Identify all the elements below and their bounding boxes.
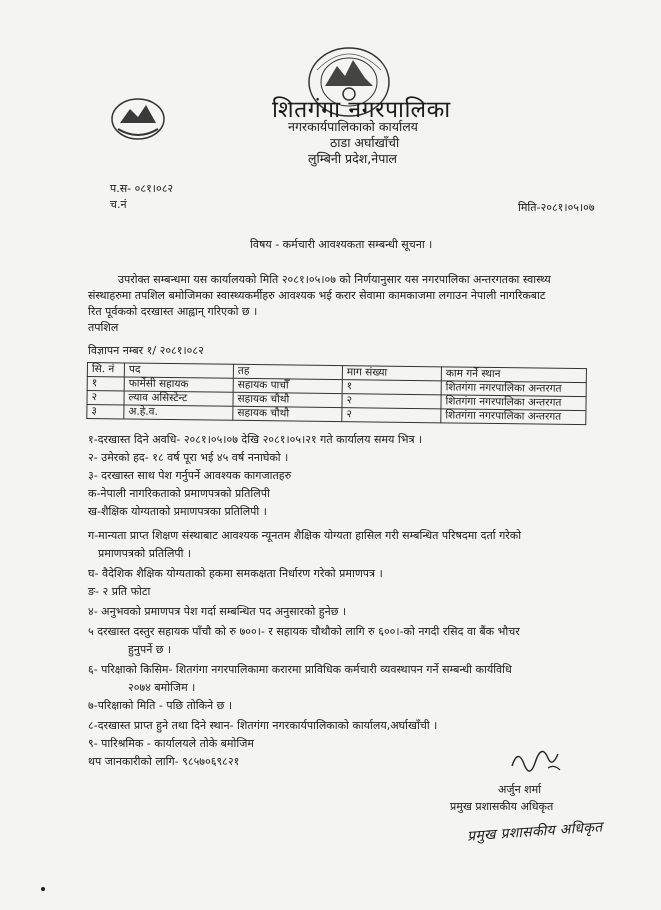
- condition-7: ७-परिक्षाको मिति - पछि तोकिने छ ।: [88, 699, 233, 712]
- table-cell: २: [87, 391, 124, 405]
- condition-3c-cont: प्रमाणपत्रको प्रतिलिपी ।: [98, 547, 192, 560]
- table-cell: सहायक पाचौँ: [233, 378, 342, 393]
- vacancy-table: [86, 362, 587, 425]
- letter-date: मिति-२०८१।०५।०७: [518, 201, 595, 214]
- condition-3a: क-नेपाली नागरिकताको प्रमाणपत्रको प्रतिलिपी: [88, 487, 270, 500]
- office-province: लुम्बिनी प्रदेश,नेपाल: [308, 151, 398, 166]
- dispatch-number: च.नं: [110, 198, 127, 211]
- condition-3b: ख-शैक्षिक योग्यताको प्रमाणपत्रका प्रतिलिपी ।: [88, 505, 267, 518]
- condition-2: २- उमेरको हद- १८ वर्ष पूरा भई ४५ वर्ष ननाघेको ।: [88, 451, 289, 464]
- condition-5: ५ दरखास्त दस्तुर सहायक पाँचौ को रु ७००।- र सहायक चौथौको लागि रु ६००।-को नगदी रसिद वा बैंक भौचर: [88, 625, 520, 638]
- table-cell: फार्मेसी सहायक: [124, 377, 233, 392]
- condition-1: १-दरखास्त दिने अवधि- २०८१।०५।०७ देखि २०८१।०५।२१ गते कार्यालय समय भित्र ।: [88, 433, 423, 446]
- table-cell: शितगंगा नगरपालिका अन्तरगत: [441, 381, 586, 397]
- intro-line-1: उपरोक्त सम्बन्धमा यस कार्यालयको मिति २०८१।०५।०७ को निर्णयानुसार यस नगरपालिका अन्तरगतका स्वास्थ्य: [118, 273, 551, 286]
- header-cell: तह: [233, 364, 342, 379]
- condition-8: ८-दरखास्त प्राप्त हुने तथा दिने स्थान- शितगंगा नगरकार्यपालिकाको कार्यालय,अर्घाखाँची ।: [88, 719, 438, 732]
- condition-6-cont: २०७४ बमोजिम ।: [128, 681, 196, 694]
- nepal-emblem: [108, 93, 168, 143]
- condition-4: ४- अनुभवको प्रमाणपत्र पेश गर्दा सम्बन्धित पद अनुसारको हुनेछ ।: [88, 605, 347, 618]
- signatory-designation: प्रमुख प्रशासकीय अधिकृत: [450, 800, 554, 813]
- table-cell: शितगंगा नगरपालिका अन्तरगत: [441, 395, 586, 411]
- table-cell: २: [342, 394, 441, 409]
- intro-line-3: रित पूर्वकको दरखास्त आह्वान् गरिएको छ ।: [88, 305, 258, 318]
- header-cell: सि. नं: [87, 363, 124, 377]
- subject-line: विषय - कर्मचारी आवश्यकता सम्बन्धी सूचना ।: [250, 238, 433, 251]
- table-cell: ३: [87, 405, 124, 419]
- table-cell: ल्याव असिस्टेन्ट: [124, 391, 233, 406]
- condition-3: ३- दरखास्त साथ पेश गर्नुपर्ने आवश्यक कागजातहरु: [88, 469, 292, 482]
- table-cell: सहायक चौथौ: [233, 392, 342, 407]
- designation-stamp: प्रमुख प्रशासकीय अधिकृत: [466, 819, 604, 845]
- table-cell: अ.हे.व.: [124, 405, 233, 420]
- office-name: नगरकार्यपालिकाको कार्यालय: [288, 119, 418, 134]
- condition-5-cont: हुनुपर्ने छ ।: [128, 643, 172, 656]
- header-cell: काम गर्ने स्थान: [441, 367, 586, 383]
- intro-line-2: संस्थाहरुमा तपशिल बमोजिमका स्वास्थ्यकर्मीहरु आवश्यक भई करार सेवामा कामकाजमा लगाउन नेपाली नागरिकबाट: [88, 289, 546, 302]
- letter-number: प.स- ०८१।०८२: [110, 182, 174, 195]
- table-cell: सहायक चौथौ: [233, 406, 342, 421]
- table-cell: शितगंगा नगरपालिका अन्तरगत: [441, 409, 586, 425]
- scan-speck: [41, 887, 45, 891]
- table-cell: १: [87, 377, 124, 391]
- table-cell: १: [342, 380, 441, 395]
- header-cell: पद: [124, 363, 233, 378]
- handwritten-signature: [508, 738, 568, 778]
- header-cell: माग संख्या: [342, 366, 441, 381]
- condition-6: ६- परिक्षाको किसिम- शितगंगा नगरपालिकामा करारमा प्राविधिक कर्मचारी व्यवस्थापन गर्ने सम्बन्धी कार्यविधि: [88, 663, 512, 676]
- condition-3e: ङ- २ प्रति फोटा: [88, 585, 151, 598]
- condition-3d: घ- वैदेशिक शैक्षिक योग्यताको हकमा समकक्षता निर्धारण गरेको प्रमाणपत्र ।: [88, 567, 383, 580]
- office-title: शितगंगा नगरपालिका: [272, 97, 451, 123]
- advert-number: विज्ञापन नम्बर १/ २०८१।०८२: [88, 344, 204, 357]
- tapsil-label: तपशिल: [88, 321, 119, 334]
- signatory-name: अर्जुन शर्मा: [498, 783, 542, 796]
- condition-3c: ग-मान्यता प्राप्त शिक्षण संस्थाबाट आवश्यक न्यूनतम शैक्षिक योग्यता हासिल गरी सम्बन्धित परिषदमा दर्ता गरेको: [88, 529, 522, 542]
- office-place: ठाडा अर्घाखाँची: [330, 135, 400, 150]
- condition-9: ९- पारिश्रमिक - कार्यालयले तोके बमोजिम: [88, 737, 254, 750]
- contact-info: थप जानकारीको लागि- ९८५७०६९८२१: [88, 755, 240, 768]
- table-cell: २: [342, 408, 441, 423]
